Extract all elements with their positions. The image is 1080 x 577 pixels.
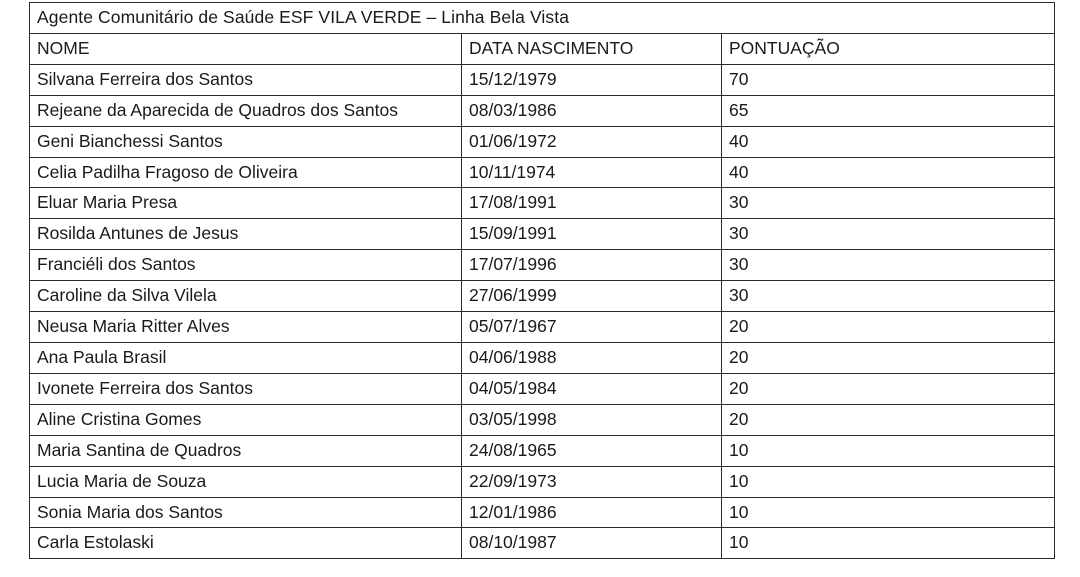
table-row [30, 157, 1055, 188]
cell-birth-date: 01/06/1972 [462, 126, 722, 157]
cell-birth-date: 22/09/1973 [462, 466, 722, 497]
table-row [30, 528, 1055, 559]
column-header-score: PONTUAÇÃO [722, 33, 1055, 64]
cell-score: 65 [722, 95, 1055, 126]
cell-name: Franciéli dos Santos [30, 250, 462, 281]
table-row [30, 64, 1055, 95]
cell-birth-date: 24/08/1965 [462, 435, 722, 466]
table-title-row [30, 3, 1055, 34]
cell-birth-date: 27/06/1999 [462, 281, 722, 312]
results-table [29, 2, 1055, 559]
cell-name: Lucia Maria de Souza [30, 466, 462, 497]
table-row [30, 435, 1055, 466]
table-row [30, 126, 1055, 157]
cell-score: 10 [722, 497, 1055, 528]
cell-name: Caroline da Silva Vilela [30, 281, 462, 312]
cell-score: 30 [722, 188, 1055, 219]
table-row [30, 404, 1055, 435]
cell-score: 20 [722, 373, 1055, 404]
cell-name: Ana Paula Brasil [30, 342, 462, 373]
cell-birth-date: 10/11/1974 [462, 157, 722, 188]
cell-score: 20 [722, 342, 1055, 373]
cell-score: 10 [722, 466, 1055, 497]
cell-name: Rejeane da Aparecida de Quadros dos Santos [30, 95, 462, 126]
cell-name: Silvana Ferreira dos Santos [30, 64, 462, 95]
cell-score: 20 [722, 312, 1055, 343]
cell-name: Carla Estolaski [30, 528, 462, 559]
table-row [30, 219, 1055, 250]
cell-name: Geni Bianchessi Santos [30, 126, 462, 157]
table-header-row [30, 33, 1055, 64]
table-row [30, 342, 1055, 373]
cell-score: 10 [722, 435, 1055, 466]
cell-birth-date: 03/05/1998 [462, 404, 722, 435]
cell-birth-date: 08/10/1987 [462, 528, 722, 559]
cell-birth-date: 17/08/1991 [462, 188, 722, 219]
cell-birth-date: 15/09/1991 [462, 219, 722, 250]
cell-birth-date: 08/03/1986 [462, 95, 722, 126]
table-row [30, 188, 1055, 219]
cell-score: 70 [722, 64, 1055, 95]
cell-name: Ivonete Ferreira dos Santos [30, 373, 462, 404]
cell-birth-date: 12/01/1986 [462, 497, 722, 528]
cell-birth-date: 04/06/1988 [462, 342, 722, 373]
cell-score: 30 [722, 281, 1055, 312]
cell-name: Celia Padilha Fragoso de Oliveira [30, 157, 462, 188]
cell-name: Maria Santina de Quadros [30, 435, 462, 466]
table-title: Agente Comunitário de Saúde ESF VILA VERDE – Linha Bela Vista [30, 3, 1055, 34]
cell-score: 40 [722, 157, 1055, 188]
cell-birth-date: 17/07/1996 [462, 250, 722, 281]
cell-name: Neusa Maria Ritter Alves [30, 312, 462, 343]
table-row [30, 373, 1055, 404]
table-row [30, 95, 1055, 126]
cell-birth-date: 15/12/1979 [462, 64, 722, 95]
cell-birth-date: 05/07/1967 [462, 312, 722, 343]
cell-score: 20 [722, 404, 1055, 435]
table-row [30, 466, 1055, 497]
table-row [30, 281, 1055, 312]
table-row [30, 497, 1055, 528]
cell-score: 30 [722, 219, 1055, 250]
results-table-container [29, 2, 1054, 559]
cell-name: Aline Cristina Gomes [30, 404, 462, 435]
cell-name: Eluar Maria Presa [30, 188, 462, 219]
column-header-name: NOME [30, 33, 462, 64]
column-header-birth-date: DATA NASCIMENTO [462, 33, 722, 64]
cell-score: 40 [722, 126, 1055, 157]
cell-name: Rosilda Antunes de Jesus [30, 219, 462, 250]
cell-name: Sonia Maria dos Santos [30, 497, 462, 528]
cell-score: 10 [722, 528, 1055, 559]
table-row [30, 250, 1055, 281]
cell-score: 30 [722, 250, 1055, 281]
cell-birth-date: 04/05/1984 [462, 373, 722, 404]
table-row [30, 312, 1055, 343]
